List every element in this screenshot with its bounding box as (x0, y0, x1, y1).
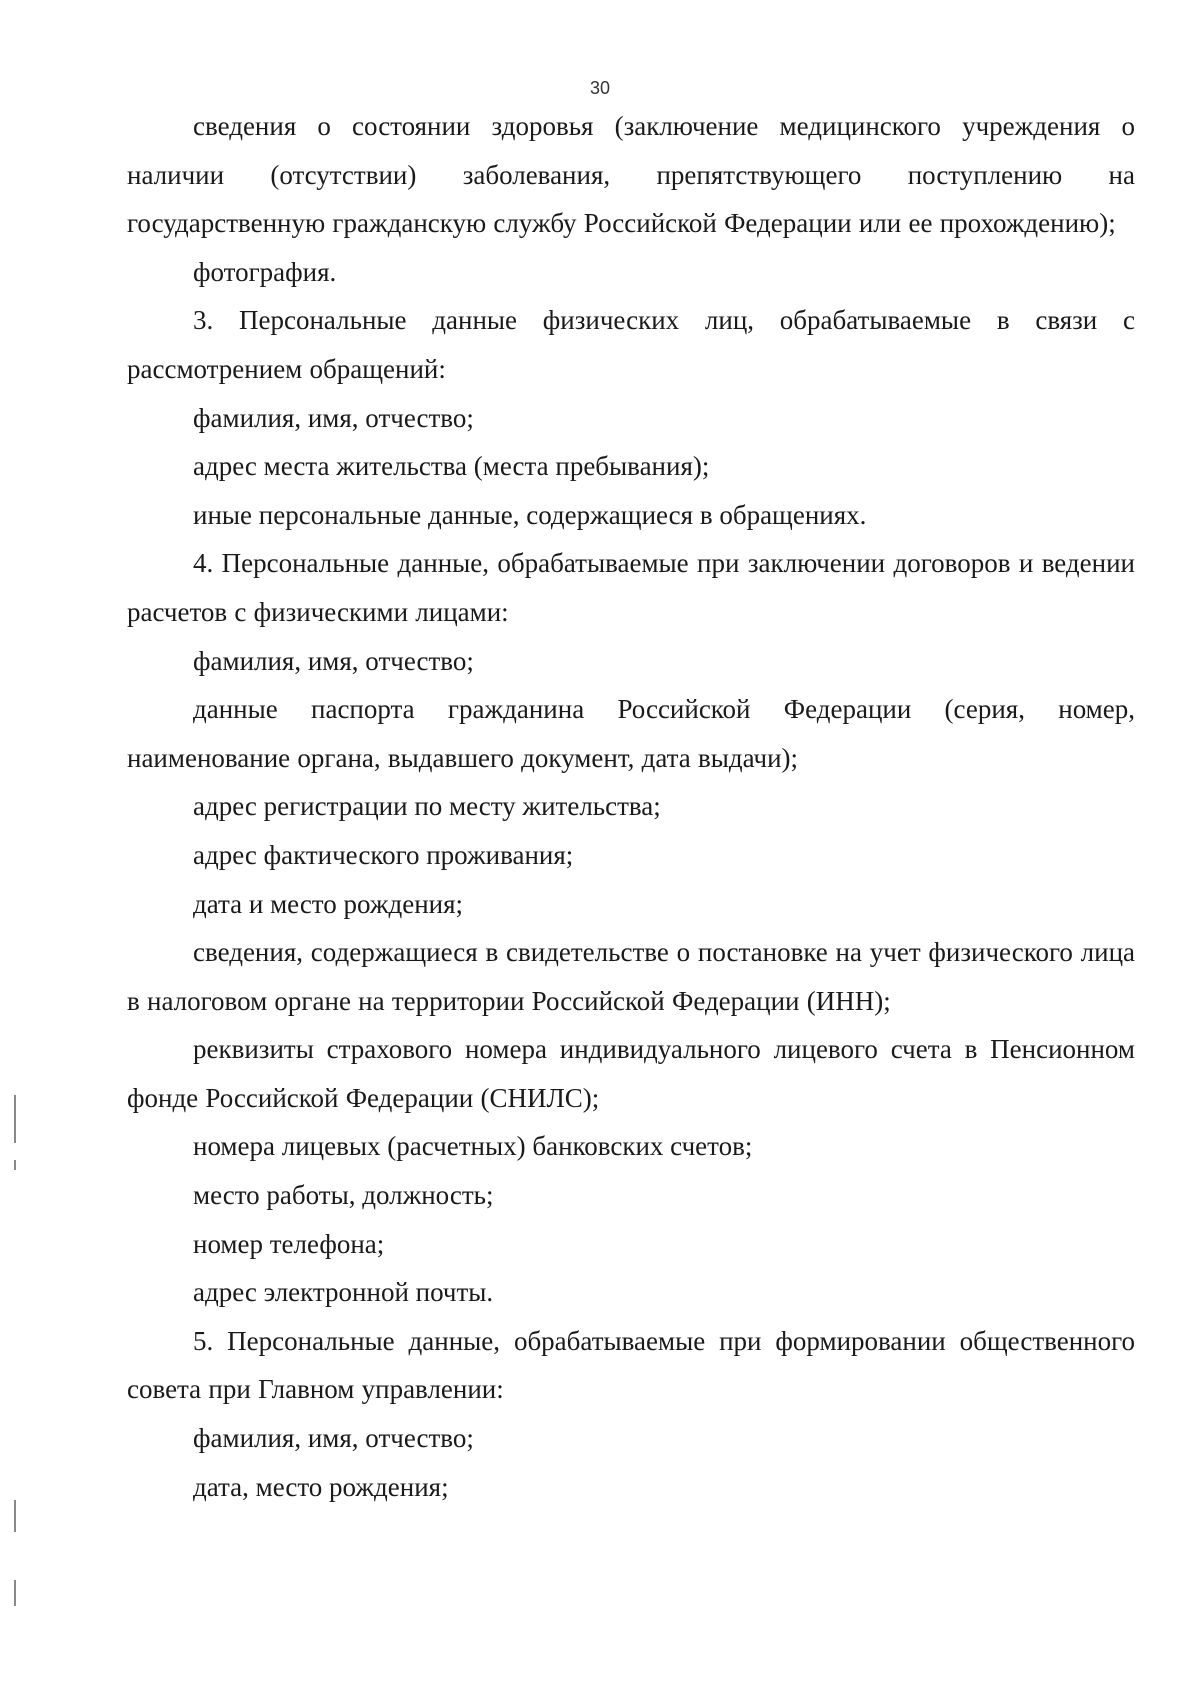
list-item-passport-data: данные паспорта гражданина Российской Федерации (серия, номер, наименование органа, выдавшего документ, дата выдачи); (127, 694, 1135, 773)
list-item-photo: фотография. (193, 256, 337, 287)
list-item-full-name: фамилия, имя, отчество; (193, 1423, 474, 1454)
list-item-other-data: иные персональные данные, содержащиеся в обращениях. (193, 499, 867, 530)
list-item-full-name: фамилия, имя, отчество; (193, 402, 474, 433)
list-item-bank-accounts: номера лицевых (расчетных) банковских счетов; (193, 1131, 753, 1162)
list-item-registration-address: адрес регистрации по месту жительства; (193, 791, 661, 822)
list-item-inn: сведения, содержащиеся в свидетельстве о постановке на учет физического лица в налоговом органе на территории Российской Федерации (ИНН); (127, 937, 1135, 1016)
scan-margin-mark (14, 1580, 16, 1606)
list-item-full-name: фамилия, имя, отчество; (193, 645, 474, 676)
list-item-birth-date-place: дата, место рождения; (193, 1471, 449, 1502)
scan-margin-mark (14, 1160, 16, 1170)
page-number: 30 (589, 78, 611, 98)
list-item-birth-date-place: дата и место рождения; (193, 888, 464, 919)
list-item-phone: номер телефона; (193, 1228, 385, 1259)
list-item-snils: реквизиты страхового номера индивидуального лицевого счета в Пенсионном фонде Российской Федерации (СНИЛС); (127, 1034, 1135, 1113)
section-4-heading: 4. Персональные данные, обрабатываемые при заключении договоров и ведении расчетов с физическими лицами: (127, 548, 1135, 627)
list-item-workplace: место работы, должность; (193, 1180, 494, 1211)
paragraph-health-info: сведения о состоянии здоровья (заключение медицинского учреждения о наличии (отсутствии) заболевания, препятствующего поступлению на государственную гражданскую службу Российской Федерации или ее прохождению); (127, 111, 1135, 239)
list-item-residence-address: адрес места жительства (места пребывания); (193, 451, 710, 482)
list-item-actual-address: адрес фактического проживания; (193, 839, 574, 870)
section-3-heading: 3. Персональные данные физических лиц, обрабатываемые в связи с рассмотрением обращений: (127, 305, 1135, 384)
list-item-email: адрес электронной почты. (193, 1277, 494, 1308)
scan-margin-mark (14, 1500, 16, 1532)
scan-margin-mark (14, 1095, 16, 1143)
section-5-heading: 5. Персональные данные, обрабатываемые при формировании общественного совета при Главном управлении: (127, 1325, 1135, 1405)
document-body (127, 102, 1135, 1511)
